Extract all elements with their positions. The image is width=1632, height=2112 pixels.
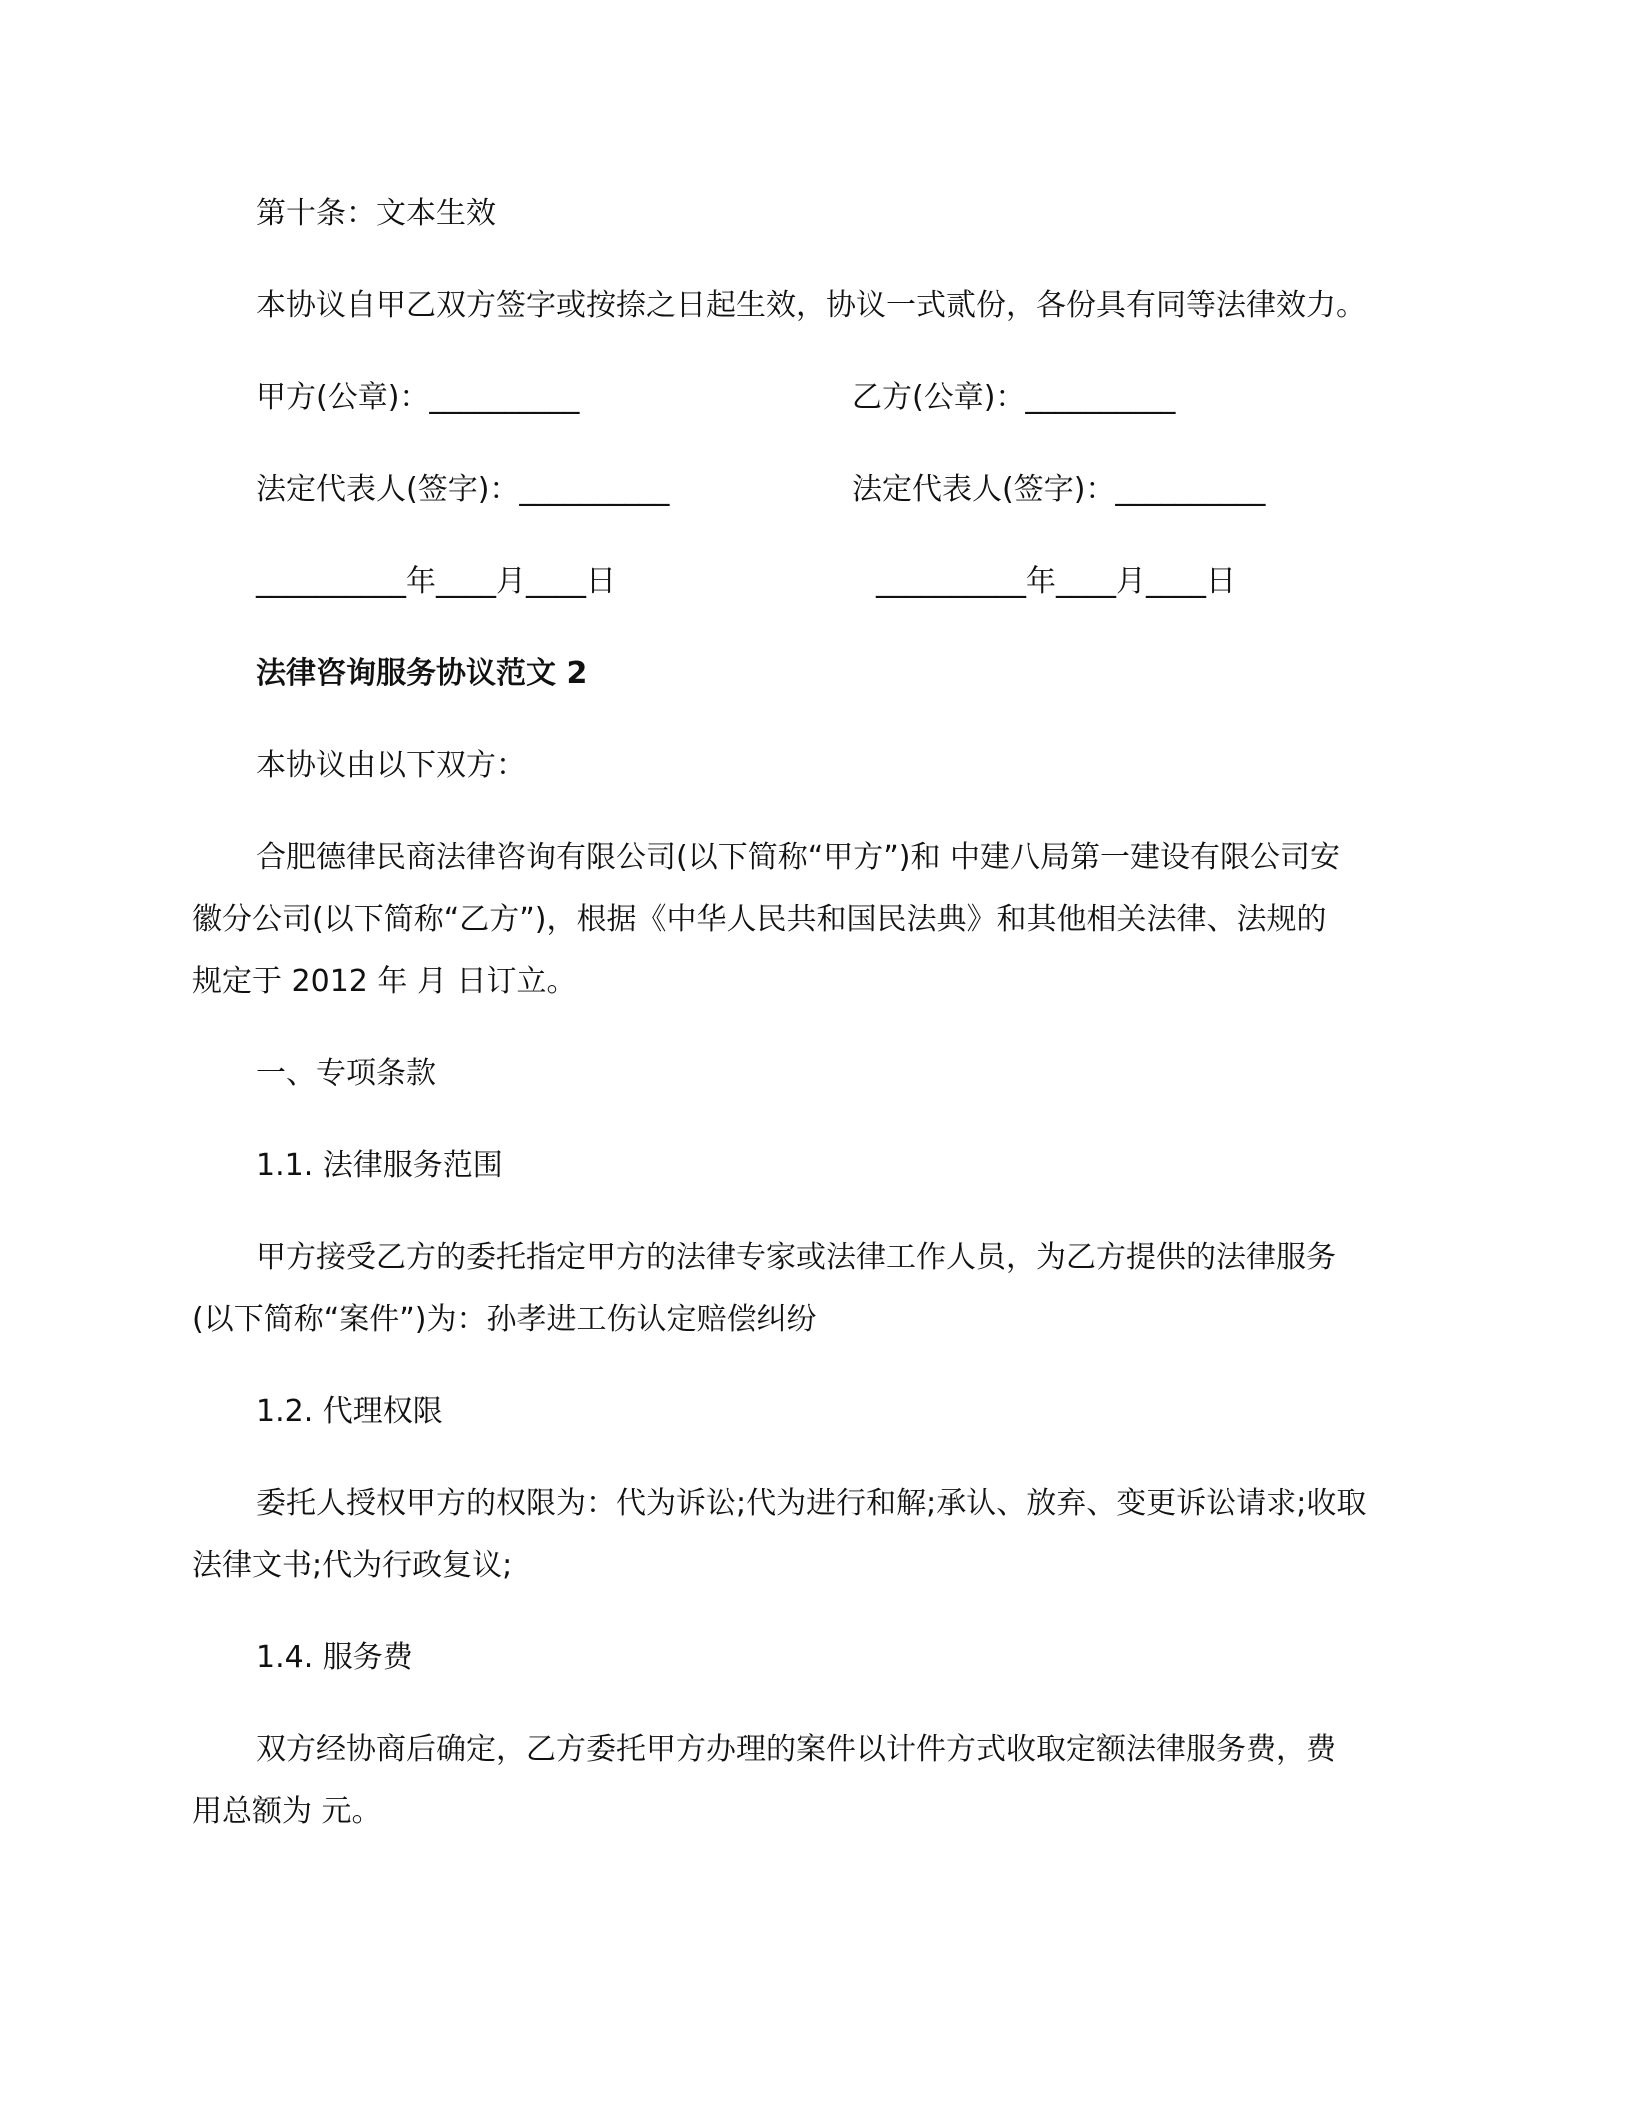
parties-line-3: 规定于 2012 年 月 日订立。	[192, 964, 577, 999]
parties-line-1: 合肥德律民商法律咨询有限公司(以下简称“甲方”)和 中建八局第一建设有限公司安	[256, 840, 1341, 875]
party-b-representative: 法定代表人(签字)：__________	[852, 472, 1266, 507]
article-10-heading: 第十条：文本生效	[256, 196, 496, 231]
article-10-body: 本协议自甲乙双方签字或按捺之日起生效，协议一式贰份，各份具有同等法律效力。	[256, 288, 1366, 323]
section-1-2-heading: 1.2. 代理权限	[256, 1394, 443, 1429]
party-b-date: __________年____月____日	[876, 564, 1236, 599]
parties-line-2: 徽分公司(以下简称“乙方”)，根据《中华人民共和国民法典》和其他相关法律、法规的	[192, 902, 1327, 937]
section-1-heading: 一、专项条款	[256, 1056, 436, 1091]
section-1-2-line-2: 法律文书;代为行政复议;	[192, 1548, 513, 1583]
party-a-representative: 法定代表人(签字)：__________	[256, 472, 670, 507]
party-b-seal: 乙方(公章)：__________	[852, 380, 1176, 415]
party-a-date: __________年____月____日	[256, 564, 616, 599]
section-1-1-line-1: 甲方接受乙方的委托指定甲方的法律专家或法律工作人员，为乙方提供的法律服务	[256, 1240, 1336, 1275]
agreement-2-intro: 本协议由以下双方：	[256, 748, 526, 783]
section-1-2-line-1: 委托人授权甲方的权限为：代为诉讼;代为进行和解;承认、放弃、变更诉讼请求;收取	[256, 1486, 1367, 1521]
agreement-2-title: 法律咨询服务协议范文 2	[256, 656, 588, 691]
party-a-seal: 甲方(公章)：__________	[256, 380, 580, 415]
section-1-1-line-2: (以下简称“案件”)为：孙孝进工伤认定赔偿纠纷	[192, 1302, 817, 1337]
section-1-4-heading: 1.4. 服务费	[256, 1640, 413, 1675]
section-1-4-line-1: 双方经协商后确定，乙方委托甲方办理的案件以计件方式收取定额法律服务费，费	[256, 1732, 1336, 1767]
section-1-4-line-2: 用总额为 元。	[192, 1794, 382, 1829]
section-1-1-heading: 1.1. 法律服务范围	[256, 1148, 503, 1183]
